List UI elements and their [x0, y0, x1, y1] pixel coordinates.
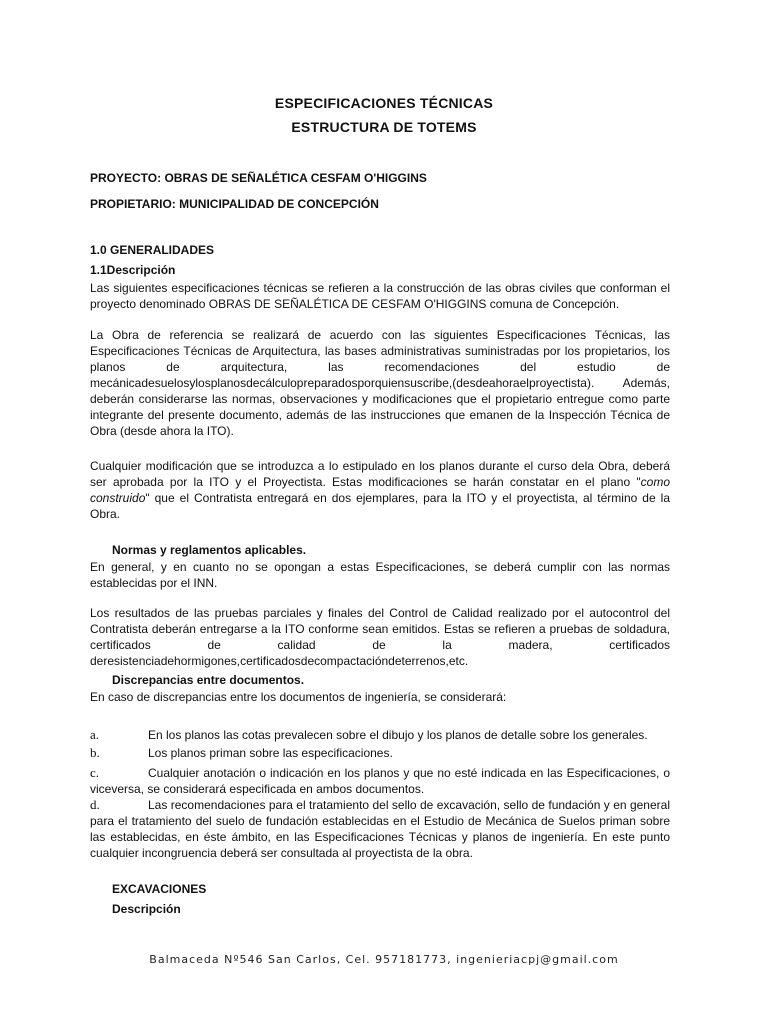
list-item-letter: d.: [90, 797, 100, 812]
list-item-letter: b.: [90, 745, 100, 760]
section-heading-normas: Normas y reglamentos aplicables.: [112, 543, 307, 557]
list-item-text: Las recomendaciones para el tratamiento del sello de excavación, sello de fundación y en general para el tratamiento del suelo de fundación establecidas en el Estudio de Mecánica de Suelos priman sobre las establecidas, en éste ámbito, en las Especificaciones Técnicas y planos de ingeniería. En este punto cualquier incongruencia deberá ser consultada al proyectista de la obra.: [90, 798, 670, 860]
list-item-text: Cualquier anotación o indicación en los planos y que no esté indicada en las Especificaciones, o viceversa, se considerará especificada en ambos documentos.: [90, 766, 670, 796]
document-subtitle: ESTRUCTURA DE TOTEMS: [291, 119, 477, 135]
paragraph-descripcion: Las siguientes especificaciones técnicas se refieren a la construcción de las obras civiles que conforman el proyecto denominado OBRAS DE SEÑALÉTICA DE CESFAM O'HIGGINS comuna de Concepción.: [90, 281, 670, 311]
section-heading-excavaciones: EXCAVACIONES: [112, 882, 207, 896]
project-owner: PROPIETARIO: MUNICIPALIDAD DE CONCEPCIÓN: [90, 197, 379, 211]
section-heading-generalidades: 1.0 GENERALIDADES: [90, 243, 215, 257]
list-item-letter: c.: [90, 765, 100, 780]
subsection-heading-excavaciones-descripcion: Descripción: [112, 902, 181, 916]
project-name: PROYECTO: OBRAS DE SEÑALÉTICA CESFAM O'HIGGINS: [90, 171, 427, 185]
list-item: [90, 797, 670, 861]
section-heading-discrepancias: Discrepancias entre documentos.: [112, 673, 305, 687]
paragraph-discrepancias-intro: En caso de discrepancias entre los documentos de ingeniería, se considerará:: [90, 690, 507, 704]
list-item-letter: a.: [90, 727, 100, 742]
list-item-text: Los planos priman sobre las especificaciones.: [148, 746, 393, 760]
paragraph-normas: En general, y en cuanto no se opongan a estas Especificaciones, se deberá cumplir con las normas establecidas por el INN.: [90, 560, 670, 590]
paragraph-modificaciones-emphasis: como construido: [90, 475, 670, 505]
list-item: [90, 745, 670, 761]
page-footer: Balmaceda Nº546 San Carlos, Cel. 957181773, ingenieriacpj@gmail.com: [149, 953, 619, 966]
list-item: [90, 727, 670, 743]
document-title: ESPECIFICACIONES TÉCNICAS: [274, 95, 494, 111]
paragraph-modificaciones-part2: " que el Contratista entregará en dos ejemplares, para la ITO y el proyectista, al término de la Obra.: [90, 491, 670, 521]
paragraph-modificaciones-part1: Cualquier modificación que se introduzca a lo estipulado en los planos durante el curso dela Obra, deberá ser aprobada por la ITO y el Proyectista. Estas modificaciones se harán constatar en el plano ": [90, 459, 670, 489]
paragraph-modificaciones: [90, 458, 670, 522]
list-item: [90, 765, 670, 797]
list-item-text: En los planos las cotas prevalecen sobre el dibujo y los planos de detalle sobre los generales.: [148, 728, 648, 742]
paragraph-control-calidad: Los resultados de las pruebas parciales y finales del Control de Calidad realizado por el autocontrol del Contratista deberán entregarse a la ITO conforme sean emitidos. Estas se refieren a pruebas de soldadura, certificados de calidad de la madera, certificados deresistenciadehormigones,certificadosdecompactacióndeterrenos,etc.: [90, 606, 670, 668]
subsection-heading-descripcion: 1.1Descripción: [90, 263, 176, 277]
paragraph-obra-referencia: La Obra de referencia se realizará de acuerdo con las siguientes Especificaciones Técnicas, las Especificaciones Técnicas de Arquitectura, las bases administrativas suministradas por los propietarios, los planos de arquitectura, las recomendaciones del estudio de mecánicadesuelosylosplanosdecálculopreparadosporquiensuscribe,(desdeahoraelproyectista). Además, deberán considerarse las normas, observaciones y modificaciones que el propietario entregue como parte integrante del presente documento, además de las instrucciones que emanen de la Inspección Técnica de Obra (desde ahora la ITO).: [90, 328, 670, 438]
